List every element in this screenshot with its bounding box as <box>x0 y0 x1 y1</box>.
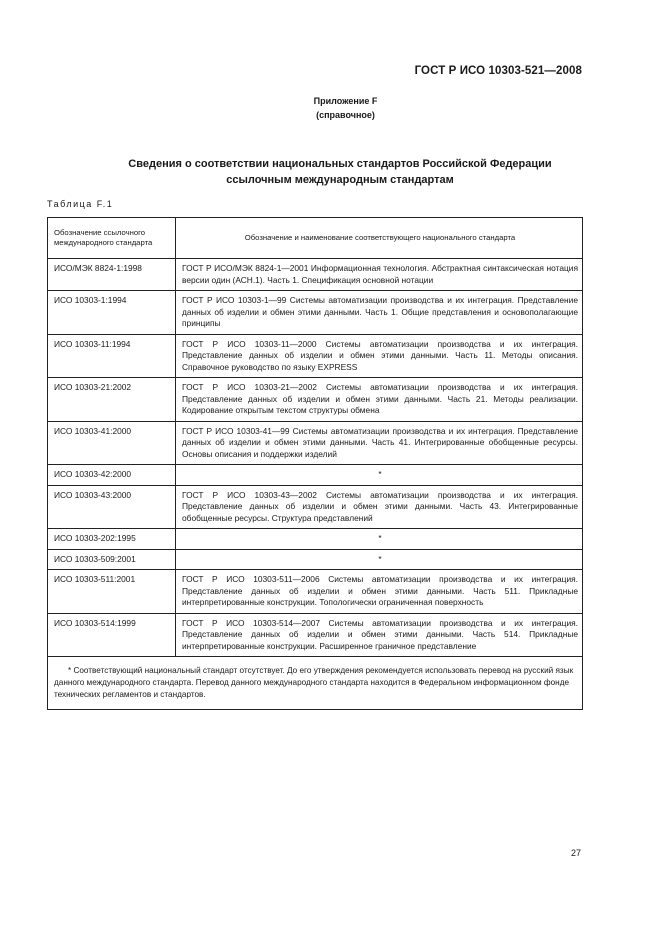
international-standard-cell: ИСО 10303-21:2002 <box>48 378 176 422</box>
table-row <box>48 570 583 614</box>
national-standard-cell: ГОСТ Р ИСО/МЭК 8824-1—2001 Информационная технология. Абстрактная синтаксическая нотация версии один (АСН.1). Часть 1. Спецификация основной нотации <box>176 259 583 291</box>
international-standard-cell: ИСО 10303-509:2001 <box>48 549 176 570</box>
international-standard-cell: ИСО/МЭК 8824-1:1998 <box>48 259 176 291</box>
international-standard-cell: ИСО 10303-43:2000 <box>48 485 176 529</box>
national-standard-cell: ГОСТ Р ИСО 10303-11—2000 Системы автоматизации производства и их интеграция. Представление данных об изделии и обмен этими данными. Часть 11. Методы описания. Справочное руководство по языку EXPRESS <box>176 334 583 378</box>
table-row <box>48 378 583 422</box>
column-header-national: Обозначение и наименование соответствующего национального стандарта <box>176 218 583 259</box>
international-standard-cell: ИСО 10303-1:1994 <box>48 291 176 335</box>
appendix-title: Приложение F <box>313 96 378 106</box>
table-row <box>48 465 583 486</box>
national-standard-cell: ГОСТ Р ИСО 10303-1—99 Системы автоматизации производства и их интеграция. Представление данных об изделии и обмен этими данными. Часть 1. Общие представления и основополагающие принципы <box>176 291 583 335</box>
section-title <box>90 156 590 188</box>
table-row <box>48 421 583 465</box>
table-row <box>48 529 583 550</box>
table-row <box>48 259 583 291</box>
table-row <box>48 334 583 378</box>
document-header: ГОСТ Р ИСО 10303-521—2008 <box>414 65 582 77</box>
table-row <box>48 549 583 570</box>
correspondence-table <box>47 217 583 710</box>
section-title-line: Сведения о соответствии национальных стандартов Российской Федерации <box>128 158 552 170</box>
national-standard-cell: ГОСТ Р ИСО 10303-41—99 Системы автоматизации производства и их интеграция. Представление данных об изделии и обмен этими данными. Часть 41. Интегрированные обобщенные ресурсы. Основы описания и поддержки изделий <box>176 421 583 465</box>
national-standard-cell: ГОСТ Р ИСО 10303-514—2007 Системы автоматизации производства и их интеграция. Представление данных об изделии и обмен этими данными. Часть 514. Прикладные интерпретированные конструкции. Расширенное граничное представление <box>176 613 583 657</box>
table-row <box>48 613 583 657</box>
national-standard-cell: * <box>176 549 583 570</box>
table-row <box>48 291 583 335</box>
international-standard-cell: ИСО 10303-511:2001 <box>48 570 176 614</box>
appendix-heading <box>0 94 661 122</box>
appendix-subtitle: (справочное) <box>316 110 375 120</box>
national-standard-cell: * <box>176 465 583 486</box>
table-header-row <box>48 218 583 259</box>
international-standard-cell: ИСО 10303-42:2000 <box>48 465 176 486</box>
national-standard-cell: ГОСТ Р ИСО 10303-43—2002 Системы автоматизации производства и их интеграция. Представление данных об изделии и обмен этими данными. Часть 43. Интегрированные обобщенные ресурсы. Структура представлений <box>176 485 583 529</box>
table-row <box>48 485 583 529</box>
international-standard-cell: ИСО 10303-514:1999 <box>48 613 176 657</box>
section-title-line: ссылочным международным стандартам <box>226 174 454 186</box>
table-caption: Таблица F.1 <box>47 199 114 209</box>
international-standard-cell: ИСО 10303-41:2000 <box>48 421 176 465</box>
column-header-international: Обозначение ссылочного международного стандарта <box>48 218 176 259</box>
table-footnote-row <box>48 657 583 710</box>
table-footnote: * Соответствующий национальный стандарт отсутствует. До его утверждения рекомендуется использовать перевод на русский язык данного международного стандарта. Перевод данного международного стандарта находится в Федеральном информационном фонде технических регламентов и стандартов. <box>48 657 583 710</box>
page-number: 27 <box>570 848 581 858</box>
national-standard-cell: ГОСТ Р ИСО 10303-21—2002 Системы автоматизации производства и их интеграция. Представление данных об изделии и обмен этими данными. Часть 21. Методы реализации. Кодирование открытым текстом структуры обмена <box>176 378 583 422</box>
international-standard-cell: ИСО 10303-202:1995 <box>48 529 176 550</box>
international-standard-cell: ИСО 10303-11:1994 <box>48 334 176 378</box>
national-standard-cell: ГОСТ Р ИСО 10303-511—2006 Системы автоматизации производства и их интеграция. Представление данных об изделии и обмен этими данными. Часть 511. Прикладные интерпретированные конструкции. Топологически ограниченная поверхность <box>176 570 583 614</box>
national-standard-cell: * <box>176 529 583 550</box>
